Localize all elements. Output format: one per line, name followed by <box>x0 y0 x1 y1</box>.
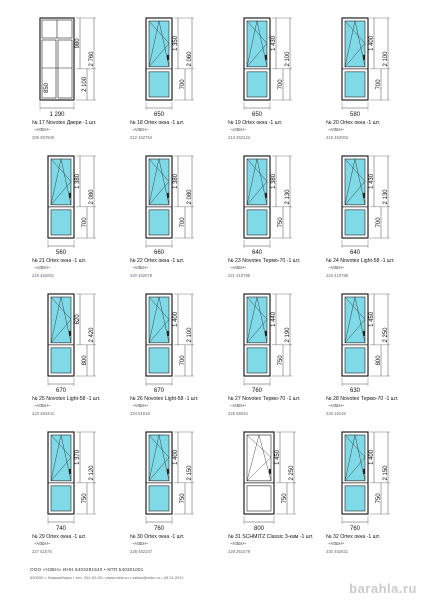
dim-height-lower: 700 <box>180 79 186 90</box>
dim-width: 760 <box>153 526 165 532</box>
dim-height-upper: 1 380 <box>173 173 179 189</box>
item-caption: № 18 Ortex окна -1 шт. <box>130 120 185 126</box>
window-spec-card <box>124 150 220 286</box>
window-drawing <box>26 288 122 394</box>
window-spec-card <box>124 426 220 562</box>
window-spec-card <box>26 150 122 286</box>
dim-width: 640 <box>349 250 361 256</box>
item-codes: 230 452831 <box>326 549 349 554</box>
window-drawing <box>222 288 318 394</box>
dim-height-upper: 620 <box>75 314 81 325</box>
window-spec-card <box>320 150 416 286</box>
item-stamp: ~НЗБН~ <box>230 541 247 546</box>
dim-width: 660 <box>153 250 165 256</box>
item-stamp: ~НЗБН~ <box>230 265 247 270</box>
window-drawing <box>222 12 318 118</box>
window-drawing <box>320 288 416 394</box>
item-caption: № 22 Ortex окна -1 шт. <box>130 258 185 264</box>
item-caption: № 31 SCHMITZ Classic 3-кам -1 шт. <box>228 534 314 540</box>
window-drawing <box>26 426 122 532</box>
dim-width: 630 <box>349 388 361 394</box>
dim-height-total: 2 150 <box>383 465 389 481</box>
dim-height-total: 2 760 <box>89 51 95 67</box>
dim-height-lower: 750 <box>376 493 382 504</box>
dim-height-total: 2 100 <box>285 51 291 67</box>
item-stamp: ~НЗБН~ <box>328 265 345 270</box>
item-codes: 225 55034 <box>228 411 248 416</box>
item-codes: 218 452004 <box>326 135 349 140</box>
dim-height-upper: 1 440 <box>271 311 277 327</box>
window-spec-card <box>222 12 318 148</box>
dim-width: 740 <box>55 526 67 532</box>
item-caption: № 25 Novotex Light-58 -1 шт. <box>32 396 101 402</box>
dim-height-lower: 700 <box>180 355 186 366</box>
item-codes: 212 452754 <box>130 135 153 140</box>
item-codes: 219 452001 <box>32 273 55 278</box>
window-spec-card <box>124 12 220 148</box>
dim-height-total: 2 250 <box>289 465 295 481</box>
item-codes: 228 452347 <box>130 549 153 554</box>
item-stamp: ~НЗБН~ <box>34 127 51 132</box>
dim-height-total: 2 130 <box>285 189 291 205</box>
item-stamp: ~НЗБН~ <box>132 541 149 546</box>
item-codes: 220 452078 <box>130 273 153 278</box>
window-spec-card <box>320 426 416 562</box>
window-drawing <box>320 150 416 256</box>
dim-height-upper: 1 380 <box>75 173 81 189</box>
window-drawing <box>26 12 122 118</box>
item-codes: 221 410785 <box>228 273 251 278</box>
dim-height-upper: 1 450 <box>275 449 281 465</box>
dim-height-upper: 1 400 <box>369 35 375 51</box>
item-stamp: ~НЗБН~ <box>34 403 51 408</box>
window-drawing <box>124 426 220 532</box>
dim-height-lower: 750 <box>278 217 284 228</box>
item-stamp: ~НЗБН~ <box>328 403 345 408</box>
dim-height-total: 2 060 <box>187 51 193 67</box>
dim-width: 580 <box>349 112 361 118</box>
dim-height-lower: 800 <box>376 355 382 366</box>
item-codes: 227 51675 <box>32 549 52 554</box>
item-stamp: ~НЗБН~ <box>230 127 247 132</box>
dim-height-lower: 700 <box>376 79 382 90</box>
dim-height-total: 2 190 <box>285 327 291 343</box>
dim-height-upper: 1 400 <box>173 449 179 465</box>
item-caption: № 17 Novotex Двери -1 шт. <box>32 120 97 126</box>
dim-height-total: 2 420 <box>89 327 95 343</box>
footer-contact-line: 630000 г. Новосибирск • тел. 201-00-00 • www.nzbn.ru • zakaz@nzbn.ru • 28.01.2011 <box>30 575 184 580</box>
dim-height-lower: 700 <box>376 217 382 228</box>
item-caption: № 30 Ortex окна -1 шт. <box>130 534 185 540</box>
item-stamp: ~НЗБН~ <box>328 127 345 132</box>
item-stamp: ~НЗБН~ <box>34 541 51 546</box>
dim-height-lower: 750 <box>82 493 88 504</box>
window-spec-card <box>222 288 318 424</box>
item-codes: 223 364441 <box>32 411 55 416</box>
dim-height-lower: 750 <box>282 493 288 504</box>
dim-width: 760 <box>349 526 361 532</box>
dim-width: 1 290 <box>49 112 65 118</box>
dim-height-lower: 750 <box>278 355 284 366</box>
footer-company-line: ООО «НЗБН» ИНН 5403291540 • КПП 540301001 <box>30 567 144 572</box>
item-stamp: ~НЗБН~ <box>132 265 149 270</box>
dim-height-upper: 1 430 <box>369 173 375 189</box>
item-codes: 222 410789 <box>326 273 349 278</box>
dim-height-upper: 1 400 <box>173 311 179 327</box>
dim-height-total: 2 080 <box>89 189 95 205</box>
item-caption: № 23 Novotex Термо-70 -1 шт. <box>228 258 301 264</box>
item-stamp: ~НЗБН~ <box>132 403 149 408</box>
dim-width: 670 <box>55 388 67 394</box>
window-drawing <box>222 426 318 532</box>
item-caption: № 27 Novotex Термо-70 -1 шт. <box>228 396 301 402</box>
dim-width: 640 <box>251 250 263 256</box>
item-caption: № 32 Ortex окна -1 шт. <box>326 534 381 540</box>
window-spec-card <box>222 150 318 286</box>
item-caption: № 20 Ortex окна -1 шт. <box>326 120 381 126</box>
window-spec-card <box>222 426 318 562</box>
dim-height-lower: 700 <box>82 217 88 228</box>
dim-height-total: 2 080 <box>187 189 193 205</box>
dim-height-total: 2 100 <box>383 51 389 67</box>
dim-height-lower: 700 <box>278 79 284 90</box>
window-spec-card <box>124 288 220 424</box>
dim-door-width: 850 <box>44 82 50 93</box>
window-drawing <box>26 150 122 256</box>
item-caption: № 24 Novotex Light-58 -1 шт. <box>326 258 395 264</box>
window-spec-card <box>26 426 122 562</box>
dim-height-total: 2 130 <box>383 189 389 205</box>
dim-height-upper: 980 <box>75 38 81 49</box>
dim-height-lower: 2 100 <box>82 76 88 92</box>
dim-width: 560 <box>55 250 67 256</box>
window-spec-card <box>26 288 122 424</box>
window-drawing <box>124 288 220 394</box>
window-drawing <box>320 426 416 532</box>
dim-height-total: 2 250 <box>383 327 389 343</box>
window-drawing <box>222 150 318 256</box>
item-caption: № 21 Ortex окна -1 шт. <box>32 258 87 264</box>
dim-height-upper: 1 380 <box>271 173 277 189</box>
dim-height-upper: 1 400 <box>369 449 375 465</box>
item-caption: № 26 Novotex Light-58 -1 шт. <box>130 396 199 402</box>
dim-width: 760 <box>251 388 263 394</box>
item-codes: 224 51615 <box>130 411 150 416</box>
dim-height-lower: 750 <box>180 493 186 504</box>
dim-height-upper: 1 350 <box>173 35 179 51</box>
window-drawing <box>124 12 220 118</box>
window-spec-card <box>320 12 416 148</box>
item-stamp: ~НЗБН~ <box>230 403 247 408</box>
dim-height-lower: 800 <box>82 355 88 366</box>
item-codes: 213 452122 <box>228 135 251 140</box>
dim-height-upper: 1 430 <box>271 35 277 51</box>
dim-height-upper: 1 370 <box>75 449 81 465</box>
item-stamp: ~НЗБН~ <box>328 541 345 546</box>
dim-height-lower: 700 <box>180 217 186 228</box>
dim-width: 650 <box>251 112 263 118</box>
item-caption: № 28 Novotex Термо-70 -1 шт. <box>326 396 399 402</box>
dim-height-total: 2 100 <box>187 327 193 343</box>
dim-height-total: 2 120 <box>89 465 95 481</box>
window-drawing <box>320 12 416 118</box>
dim-width: 650 <box>153 112 165 118</box>
item-codes: 229 351579 <box>228 549 251 554</box>
dim-height-total: 2 150 <box>187 465 193 481</box>
item-stamp: ~НЗБН~ <box>34 265 51 270</box>
item-codes: 226 19146 <box>326 411 346 416</box>
item-stamp: ~НЗБН~ <box>132 127 149 132</box>
dim-height-upper: 1 450 <box>369 311 375 327</box>
item-caption: № 19 Ortex окна -1 шт. <box>228 120 283 126</box>
window-drawing <box>124 150 220 256</box>
dim-width: 800 <box>253 526 265 532</box>
item-caption: № 29 Ortex окна -1 шт. <box>32 534 87 540</box>
watermark: barahla.ru <box>349 581 417 596</box>
window-spec-card <box>320 288 416 424</box>
dim-width: 670 <box>153 388 165 394</box>
item-codes: 205 357500 <box>32 135 55 140</box>
window-spec-card <box>26 12 122 148</box>
